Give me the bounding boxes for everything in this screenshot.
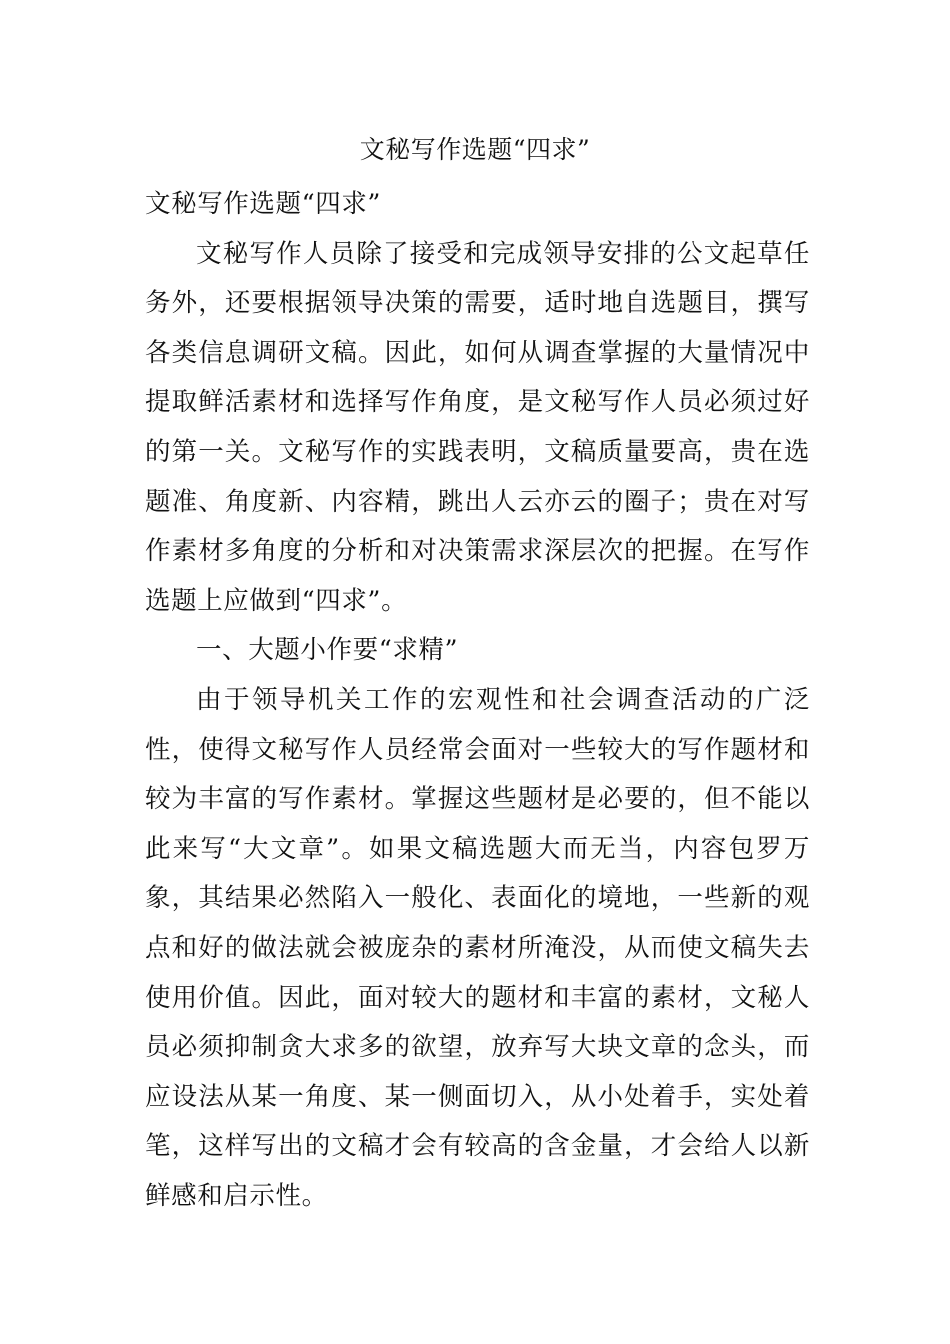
paragraph-intro: 文秘写作人员除了接受和完成领导安排的公文起草任务外，还要根据领导决策的需要，适时地自选题目，撰写各类信息调研文稿。因此，如何从调查掌握的大量情况中提取鲜活素材和选择写作角度，是文秘写作人员必须过好的第一关。文秘写作的实践表明，文稿质量要高，贵在选题准、角度新、内容精，跳出人云亦云的圈子；贵在对写作素材多角度的分析和对决策需求深层次的把握。在写作选题上应做到“四求”。 — [145, 238, 810, 616]
document-body — [145, 180, 810, 1221]
paragraph-section-1: 由于领导机关工作的宏观性和社会调查活动的广泛性，使得文秘写作人员经常会面对一些较大的写作题材和较为丰富的写作素材。掌握这些题材是必要的，但不能以此来写“大文章”。如果文稿选题大而无当，内容包罗万象，其结果必然陷入一般化、表面化的境地，一些新的观点和好的做法就会被庞杂的素材所淹没，从而使文稿失去使用价值。因此，面对较大的题材和丰富的素材，文秘人员必须抑制贪大求多的欲望，放弃写大块文章的念头，而应设法从某一角度、某一侧面切入，从小处着手，实处着笔，这样写出的文稿才会有较高的含金量，才会给人以新鲜感和启示性。 — [145, 684, 810, 1211]
section-heading-1: 一、大题小作要“求精” — [196, 635, 459, 666]
document-subtitle: 文秘写作选题“四求” — [145, 189, 382, 219]
document-title: 文秘写作选题“四求” — [359, 135, 591, 164]
